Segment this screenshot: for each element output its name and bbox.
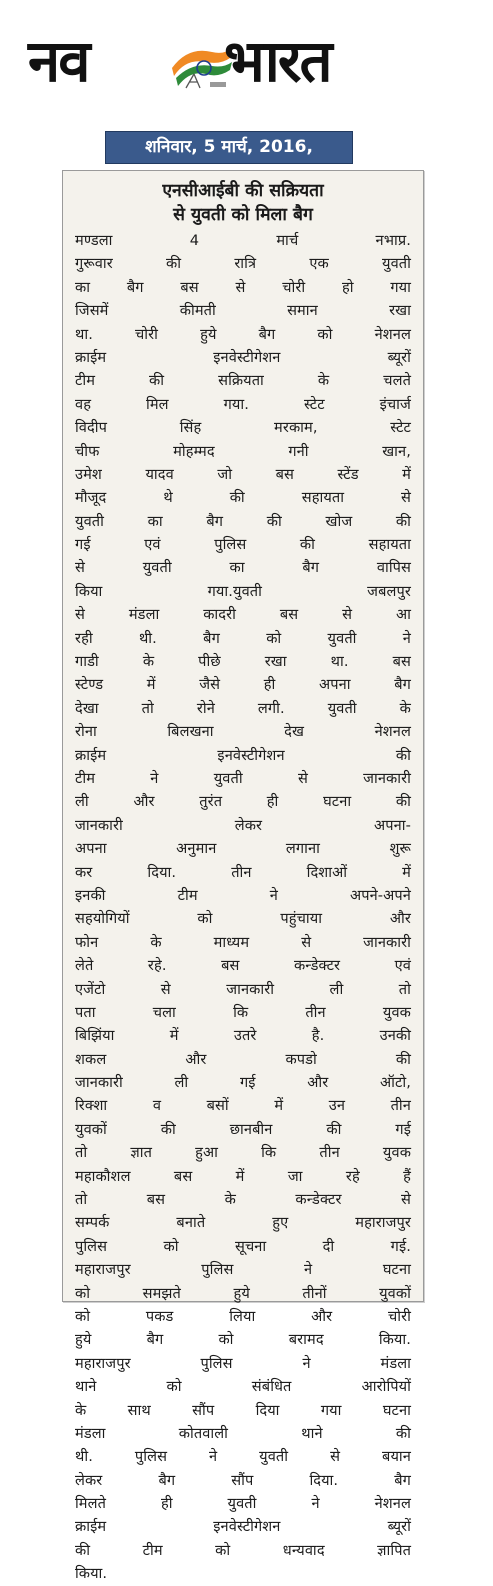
article-line: लेकर बैग सौंप दिया. बैग: [75, 1471, 411, 1489]
article-line: सहयोगियों को पहुंचाया और: [75, 910, 411, 928]
article-line: रोना बिलखना देख नेशनल: [75, 723, 411, 741]
article-line: वह मिल गया. स्टेट इंचार्ज: [75, 395, 411, 413]
article-line: के साथ सौंप दिया गया घटना: [75, 1401, 411, 1419]
article-line: देखा तो रोने लगी. युवती के: [75, 699, 411, 717]
article-line: मौजूद थे की सहायता से: [75, 489, 411, 507]
article-line: एजेंटो से जानकारी ली तो: [75, 980, 411, 998]
article-line: थी. पुलिस ने युवती से बयान: [75, 1448, 411, 1466]
article-line: ली और तुरंत ही घटना की: [75, 793, 411, 811]
article-line: सम्पर्क बनाते हुए महाराजपुर: [75, 1214, 411, 1232]
headline-line-1: एनसीआईबी की सक्रियता: [162, 181, 324, 201]
article-line: पता चला कि तीन युवक: [75, 1003, 411, 1021]
masthead-right-word: भारत: [224, 27, 331, 95]
article-line: रिक्शा व बसों में उन तीन: [75, 1097, 411, 1115]
article-line: पुलिस को सूचना दी गई.: [75, 1237, 411, 1255]
article-line: शकल और कपडो की: [75, 1050, 411, 1068]
article-line: जानकारी लेकर अपना-: [75, 816, 411, 834]
article-line: गई एवं पुलिस की सहायता: [75, 536, 411, 554]
article-line: क्राईम इनवेस्टीगेशन ब्यूरों: [75, 1518, 411, 1536]
article-line: गाडी के पीछे रखा था. बस: [75, 653, 411, 671]
article-line: क्राईम इनवेस्टीगेशन ब्यूरों: [75, 348, 411, 366]
article-line: हुये बैग को बरामद किया.: [75, 1331, 411, 1349]
article-line: टीम की सक्रियता के चलते: [75, 372, 411, 390]
article-line: मिलते ही युवती ने नेशनल: [75, 1495, 411, 1513]
article-line: तो बस के कन्डेक्टर से: [75, 1191, 411, 1209]
article-line: को पकड लिया और चोरी: [75, 1307, 411, 1325]
article-line: लेते रहे. बस कन्डेक्टर एवं: [75, 957, 411, 975]
article-line: रही थी. बैग को युवती ने: [75, 629, 411, 647]
article-line: विदीप सिंह मरकाम, स्टेट: [75, 419, 411, 437]
article-line: टीम ने युवती से जानकारी: [75, 769, 411, 787]
article-line: किया.: [75, 1565, 108, 1583]
headline-line-2: से युवती को मिला बैग: [173, 205, 313, 225]
dateline-text: शनिवार, 5 मार्च, 2016,: [145, 137, 313, 157]
article-line: युवकों की छानबीन की गई: [75, 1120, 411, 1138]
article-line: इनकी टीम ने अपने-अपने: [75, 886, 411, 904]
article-line: गुरूवार की रात्रि एक युवती: [75, 255, 411, 273]
article-line: कर दिया. तीन दिशाओं में: [75, 863, 411, 881]
article-line: युवती का बैग की खोज की: [75, 512, 411, 530]
article-line: किया गया.युवती जबलपुर: [75, 582, 411, 600]
dateline-band: [105, 131, 353, 164]
article-line: था. चोरी हुये बैग को नेशनल: [75, 325, 411, 343]
article-line: चीफ मोहम्मद गनी खान,: [75, 442, 411, 460]
article-line: का बैग बस से चोरी हो गया: [75, 278, 411, 296]
article-line: उमेश यादव जो बस स्टेंड में: [75, 465, 411, 483]
masthead-left-word: नव: [28, 27, 89, 95]
article-line: क्राईम इनवेस्टीगेशन की: [75, 746, 411, 764]
article-line: जानकारी ली गई और ऑटो,: [75, 1074, 411, 1092]
article-line: अपना अनुमान लगाना शुरू: [75, 840, 411, 858]
article-line: से मंडला कादरी बस से आ: [75, 606, 411, 624]
article-line: महाकौशल बस में जा रहे हैं: [75, 1167, 411, 1185]
article-line: तो ज्ञात हुआ कि तीन युवक: [75, 1144, 411, 1162]
article-line: फोन के माध्यम से जानकारी: [75, 933, 411, 951]
news-clipping: [62, 170, 424, 1583]
article-line: की टीम को धन्यवाद ज्ञापित: [75, 1541, 411, 1559]
article-line: थाने को संबंधित आरोपियों: [75, 1378, 411, 1396]
article-line: से युवती का बैग वापिस: [75, 559, 411, 577]
article-line: बिझिंया में उतरे है. उनकी: [75, 1027, 411, 1045]
article-line: महाराजपुर पुलिस ने घटना: [75, 1261, 411, 1279]
article-line: महाराजपुर पुलिस ने मंडला: [75, 1354, 411, 1372]
article-line: जिसमें कीमती समान रखा: [75, 302, 411, 320]
newspaper-masthead: [28, 20, 468, 102]
article-headline: [71, 179, 415, 231]
article-body: [75, 229, 411, 1586]
article-line: को समझते हुये तीनों युवकों: [75, 1284, 411, 1302]
article-line: स्टेण्ड में जैसे ही अपना बैग: [75, 676, 411, 694]
article-line: मंडला कोतवाली थाने की: [75, 1424, 411, 1442]
article-line: मण्डला 4 मार्च नभाप्र.: [75, 232, 411, 249]
